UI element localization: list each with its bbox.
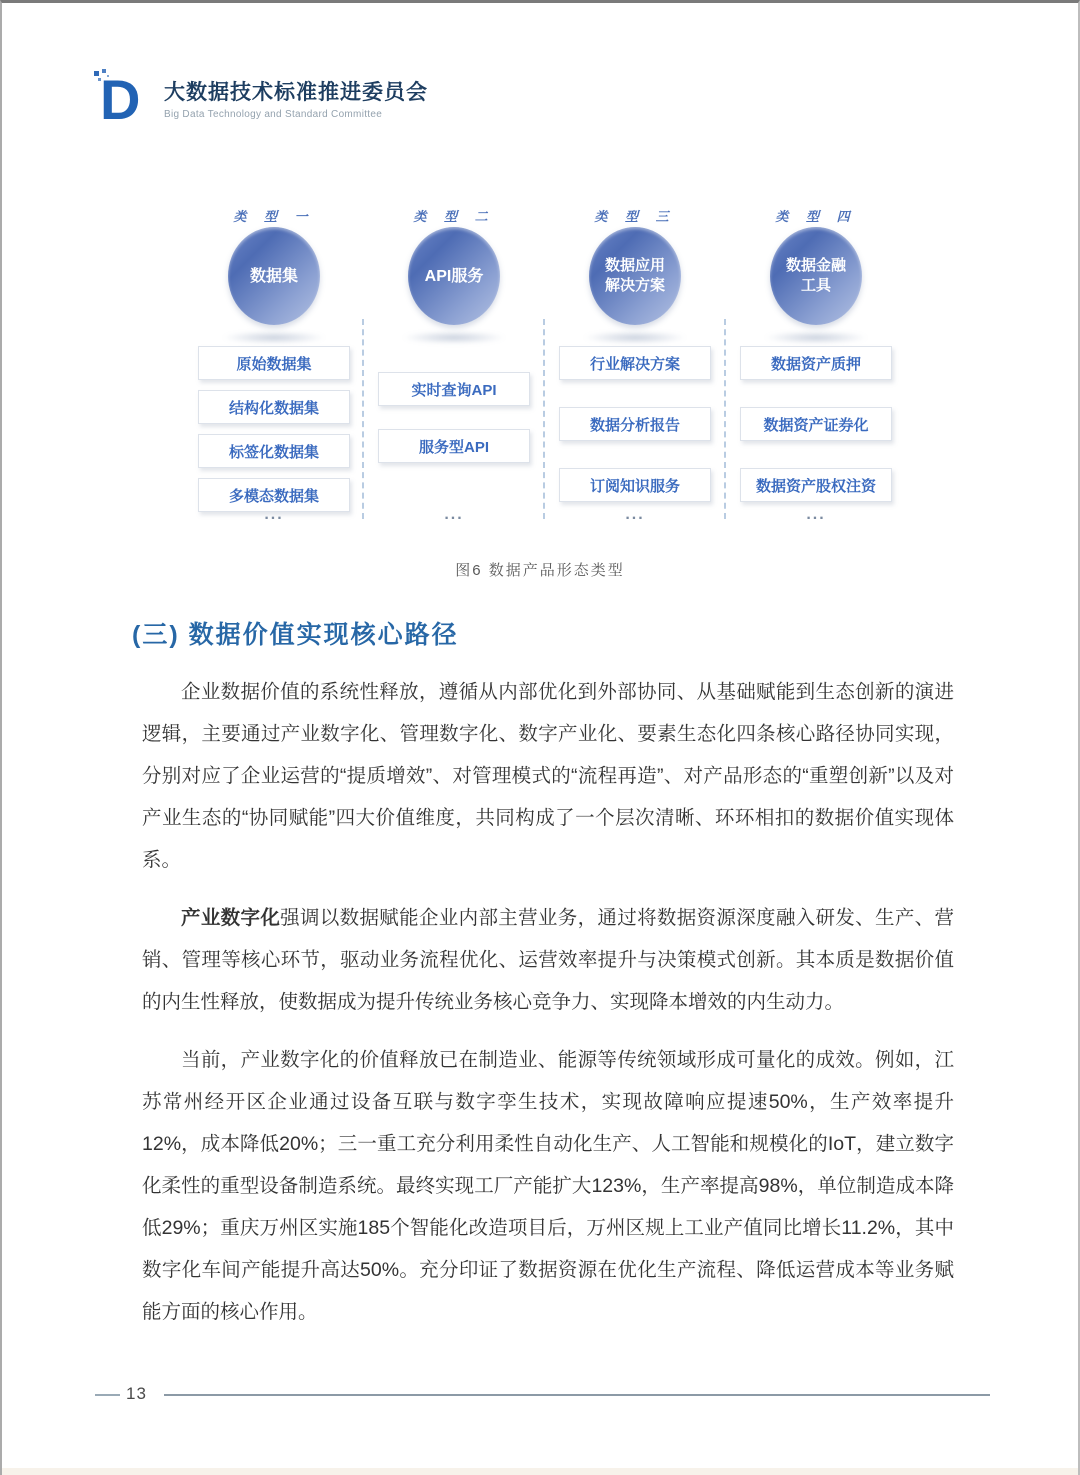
- circle-shadow: [764, 331, 868, 344]
- column-divider: [362, 319, 364, 519]
- org-logo: [94, 69, 428, 131]
- figure-column-api: [369, 201, 539, 541]
- footer-rule: [164, 1394, 990, 1396]
- product-type-item: 标签化数据集: [198, 434, 350, 468]
- figure-data-product-types: [182, 201, 894, 541]
- logo-d-icon: [94, 69, 152, 131]
- column-divider: [724, 319, 726, 519]
- figure-caption: 图6 数据产品形态类型: [455, 562, 625, 579]
- category-circle: [770, 227, 862, 325]
- product-type-item: 多模态数据集: [198, 478, 350, 512]
- type-label: 类 型 二: [413, 209, 495, 224]
- product-type-item: 服务型API: [378, 429, 530, 463]
- logo-dot: [94, 71, 99, 76]
- logo-text: [164, 80, 428, 120]
- product-type-item: 数据资产质押: [740, 346, 892, 380]
- paragraph-3: 当前，产业数字化的价值释放已在制造业、能源等传统领域形成可量化的成效。例如，江苏常州经开区企业通过设备互联与数字孪生技术，实现故障响应提速50%，生产效率提升12%，成本降低20%；三一重工充分利用柔性自动化生产、人工智能和规模化的IoT，建立数字化柔性的重型设备制造系统。最终实现工厂产能扩大123%，生产率提高98%，单位制造成本降低29%；重庆万州区实施185个智能化改造项目后，万州区规上工业产值同比增长11.2%，其中数字化车间产能提升高达50%。充分印证了数据资源在优化生产流程、降低运营成本等业务赋能方面的核心作用。: [142, 1049, 954, 1323]
- circle-text: API服务: [424, 267, 484, 285]
- page-number: 13: [126, 1384, 147, 1403]
- ellipsis-more: ...: [264, 506, 284, 523]
- section-heading: (三) 数据价值实现核心路径: [132, 621, 459, 649]
- circle-shadow: [222, 331, 326, 344]
- footer-dash: [95, 1394, 120, 1396]
- paragraph-1: 企业数据价值的系统性释放，遵循从内部优化到外部协同、从基础赋能到生态创新的演进逻辑，主要通过产业数字化、管理数字化、数字产业化、要素生态化四条核心路径协同实现，分别对应了企业运营的“提质增效”、对管理模式的“流程再造”、对产品形态的“重塑创新”以及对产业生态的“协同赋能”四大价值维度，共同构成了一个层次清晰、环环相扣的数据价值实现体系。: [142, 681, 954, 871]
- circle-text: 工具: [800, 277, 831, 294]
- product-type-item: 数据资产证券化: [740, 407, 892, 441]
- product-type-item: 原始数据集: [198, 346, 350, 380]
- product-type-item: 行业解决方案: [559, 346, 711, 380]
- column-divider: [543, 319, 545, 519]
- figure-column-dataset: [189, 201, 359, 541]
- circle-shadow: [402, 331, 506, 344]
- ellipsis-more: ...: [625, 506, 645, 523]
- category-circle: [228, 227, 320, 325]
- circle-text: 数据应用: [604, 257, 665, 274]
- paragraph-2: [142, 897, 954, 1023]
- product-type-item: 订阅知识服务: [559, 468, 711, 502]
- figure-column-finance: [731, 201, 901, 541]
- product-type-item: 数据分析报告: [559, 407, 711, 441]
- product-type-item: 数据资产股权注资: [740, 468, 892, 502]
- circle-text: 解决方案: [604, 277, 665, 294]
- logo-letter: D: [100, 68, 141, 131]
- circle-text: 数据金融: [785, 257, 846, 274]
- circle-text: 数据集: [249, 267, 298, 285]
- bottom-strip: [2, 1468, 1078, 1475]
- body-text: [142, 671, 954, 1349]
- org-title-cn: 大数据技术标准推进委员会: [164, 81, 428, 104]
- org-title-en: Big Data Technology and Standard Committee: [164, 109, 383, 120]
- paragraph-2-body: 强调以数据赋能企业内部主营业务，通过将数据资源深度融入研发、生产、营销、管理等核心环节，驱动业务流程优化、运营效率提升与决策模式创新。其本质是数据价值的内生性释放，使数据成为提升传统业务核心竞争力、实现降本增效的内生动力。: [142, 907, 954, 1013]
- paragraph-2-lead: 产业数字化: [181, 907, 281, 929]
- category-circle: [408, 227, 500, 325]
- product-type-item: 实时查询API: [378, 372, 530, 406]
- product-type-item: 结构化数据集: [198, 390, 350, 424]
- category-circle: [589, 227, 681, 325]
- circle-shadow: [583, 331, 687, 344]
- ellipsis-more: ...: [806, 506, 826, 523]
- figure-column-solution: [550, 201, 720, 541]
- type-label: 类 型 三: [594, 209, 676, 224]
- type-label: 类 型 一: [233, 209, 315, 224]
- page-footer: [2, 1384, 1078, 1403]
- type-label: 类 型 四: [775, 209, 857, 224]
- ellipsis-more: ...: [444, 506, 464, 523]
